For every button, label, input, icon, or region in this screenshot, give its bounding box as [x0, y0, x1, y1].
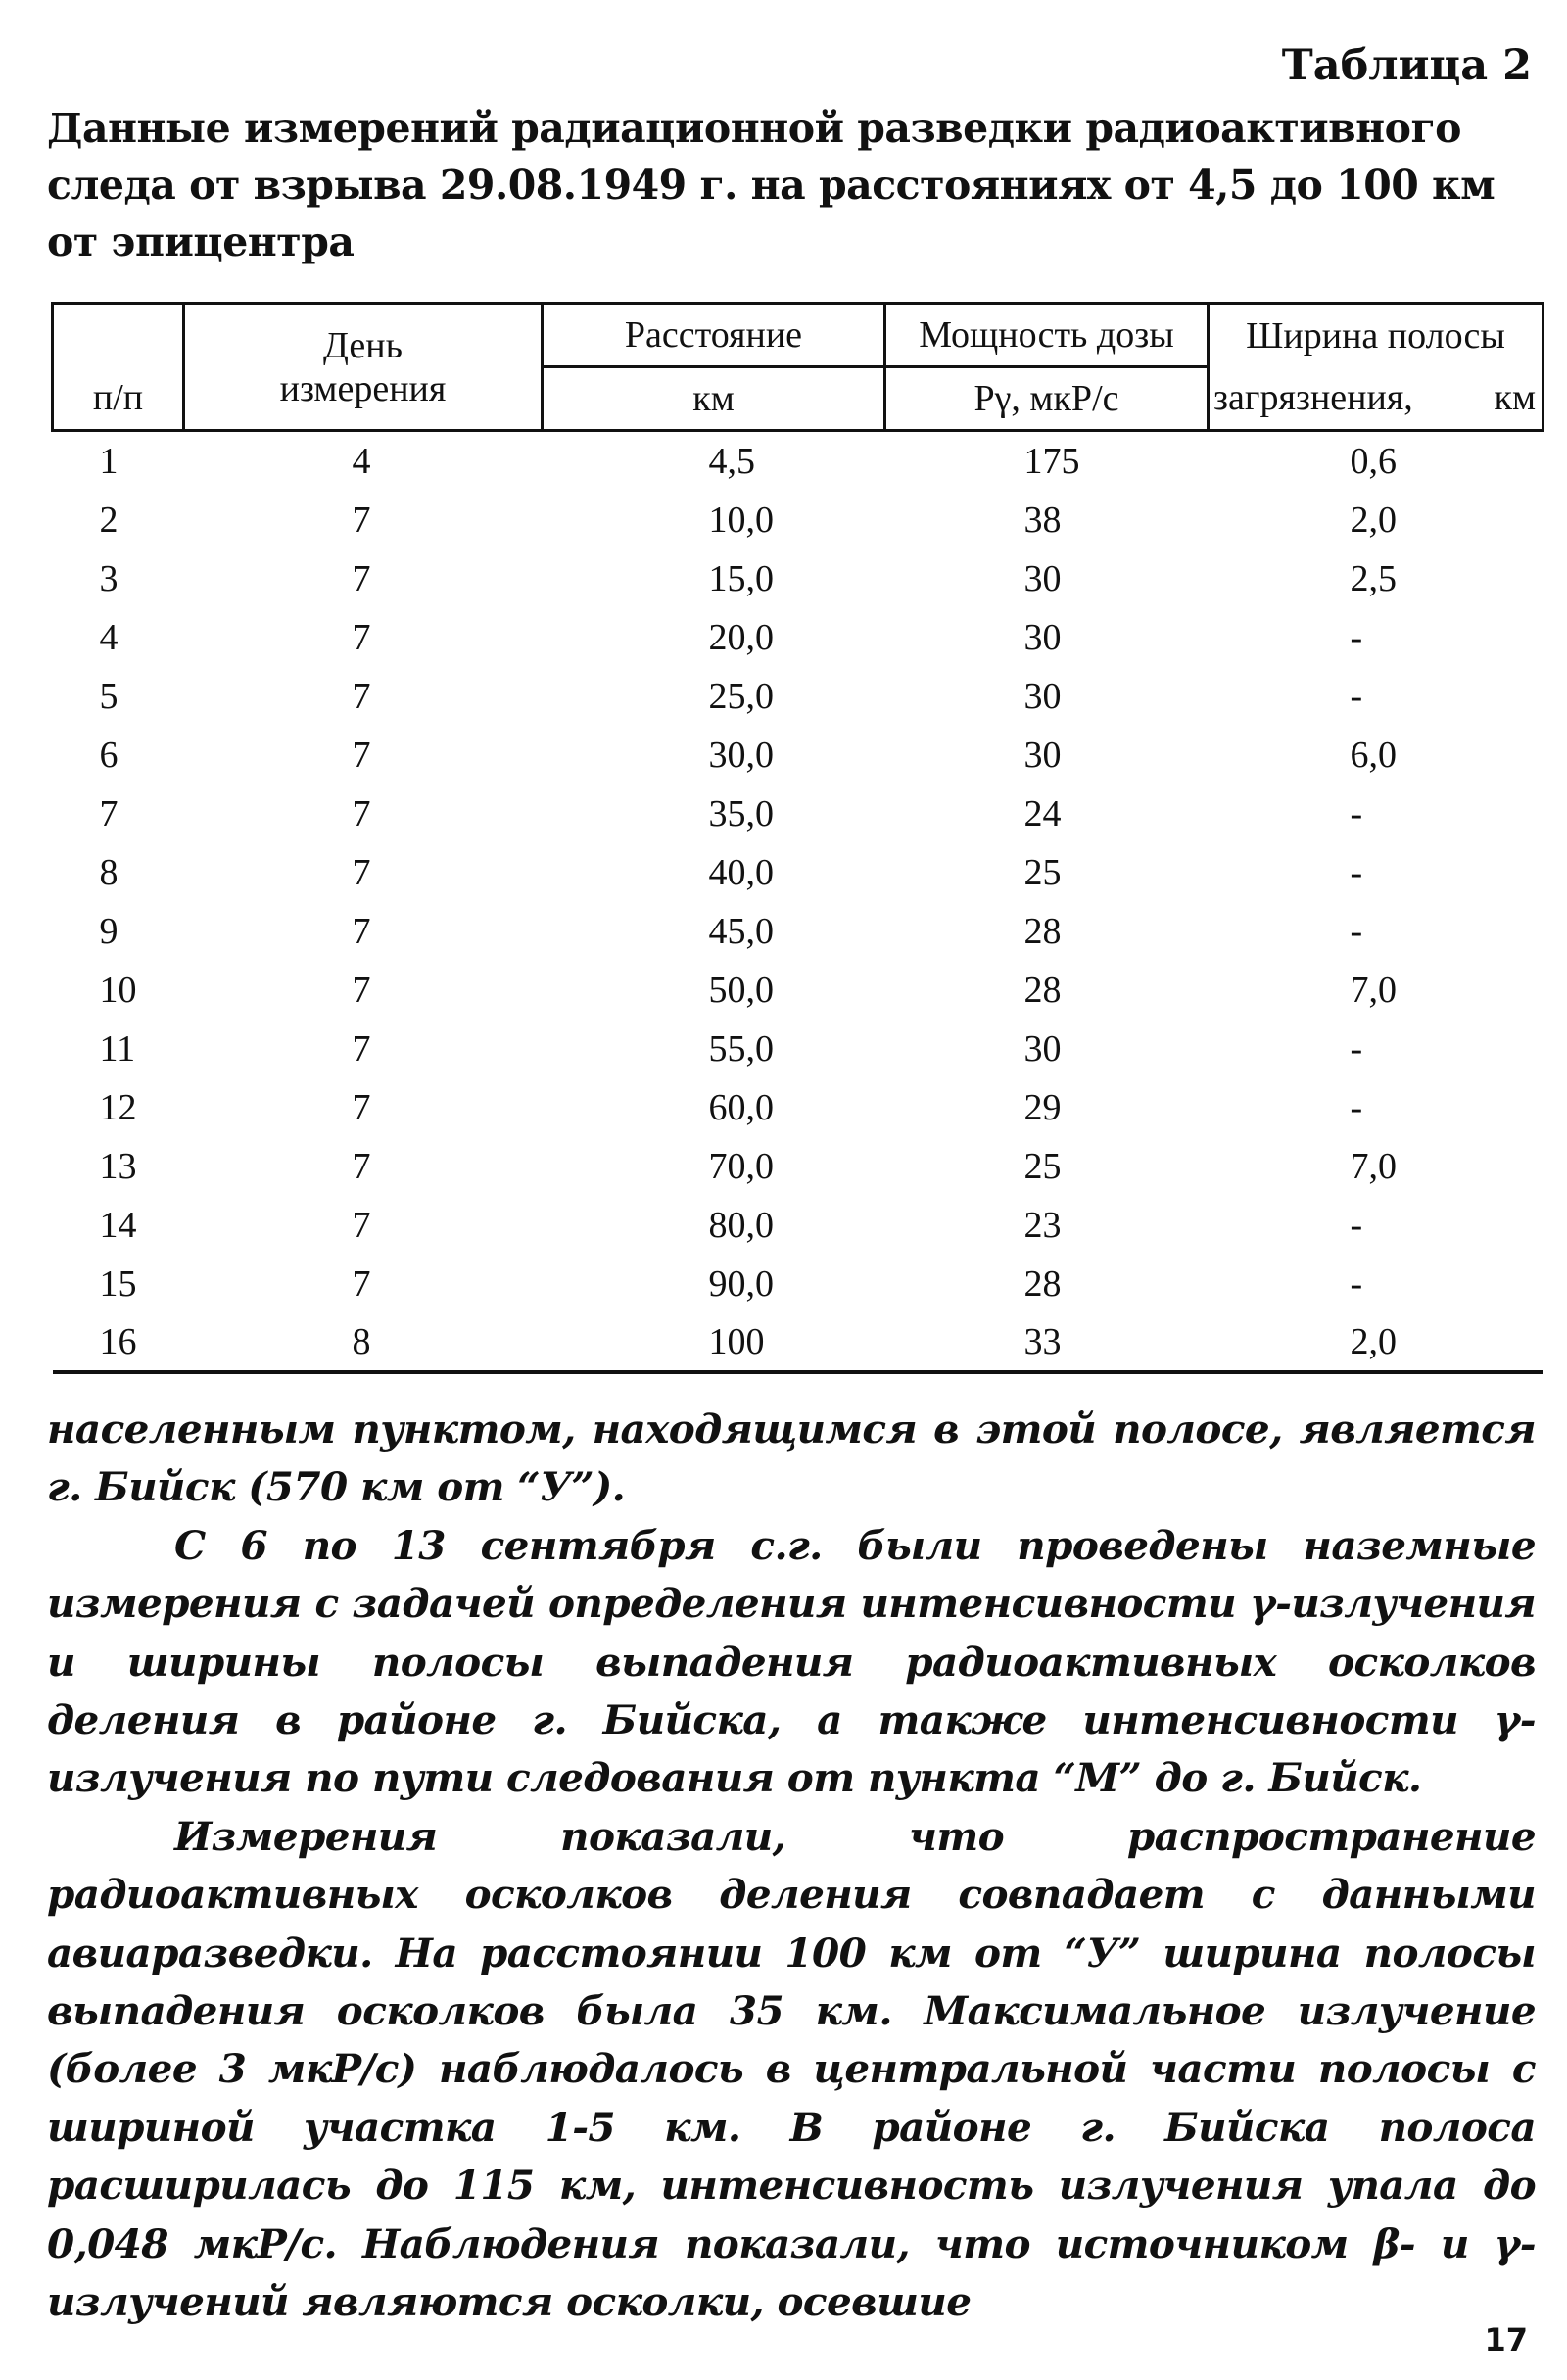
table-row [53, 549, 1543, 608]
table-row [53, 431, 1543, 492]
cell-dose-rate: 28 [1023, 1263, 1062, 1305]
cell-distance: 15,0 [708, 558, 774, 599]
cell-day: 7 [352, 1146, 371, 1187]
cell-num: 10 [99, 970, 137, 1011]
cell-band-width: 7,0 [1350, 970, 1397, 1011]
header-width: Ширина полосы [1209, 304, 1543, 367]
cell-num: 1 [99, 441, 119, 482]
cell-num: 6 [99, 735, 119, 776]
cell-band-width: 7,0 [1350, 1146, 1397, 1187]
cell-day: 7 [352, 617, 371, 658]
cell-day: 7 [352, 970, 371, 1011]
table-row [53, 1313, 1543, 1372]
cell-day: 8 [184, 1313, 543, 1372]
cell-distance: 40,0 [708, 852, 774, 893]
cell-num: 13 [99, 1146, 137, 1187]
cell-num: 2 [99, 500, 119, 541]
cell-band-width: 2,0 [1209, 1313, 1543, 1372]
cell-distance: 100 [543, 1313, 885, 1372]
header-dose-unit: Pγ, мкР/с [885, 367, 1209, 431]
measurements-table [51, 302, 1544, 1374]
table-row [53, 902, 1543, 961]
table-row [53, 491, 1543, 549]
body-text [47, 1401, 1536, 2332]
cell-distance: 30,0 [708, 735, 774, 776]
paragraph: Измерения показали, что распространение радиоактивных осколков деления совпадает с данными авиаразведки. На расстоянии 100 км от “У” ширина полосы выпадения осколков была 35 км. Максимальное излучение (более 3 мкР/с) наблюдалось в центральной части полосы с шириной участка 1-5 км. В районе г. Бийска полоса расширилась до 115 км, интенсивность излучения упала до 0,048 мкР/с. Наблюдения показали, что источником β- и γ-излучений являются осколки, осевшие [47, 1812, 1536, 2326]
cell-num: 3 [99, 558, 119, 599]
cell-band-width: - [1350, 793, 1363, 834]
table-caption: Данные измерений радиационной разведки радиоактивного следа от взрыва 29.08.1949 г. на расстояниях от 4,5 до 100 км от эпицентра [47, 105, 1496, 265]
cell-band-width: 2,0 [1350, 500, 1397, 541]
cell-dose-rate: 30 [1023, 1028, 1062, 1070]
cell-day: 7 [352, 1087, 371, 1128]
cell-dose-rate: 24 [1023, 793, 1062, 834]
cell-band-width: 2,5 [1350, 558, 1397, 599]
table-row [53, 1196, 1543, 1255]
cell-day: 7 [352, 1028, 371, 1070]
cell-day: 7 [352, 676, 371, 717]
header-distance-unit: км [543, 367, 885, 431]
cell-band-width: - [1350, 1087, 1363, 1128]
table-row [53, 961, 1543, 1020]
cell-day: 7 [352, 735, 371, 776]
header-day: День [184, 304, 543, 367]
cell-distance: 35,0 [708, 793, 774, 834]
cell-band-width: - [1350, 1028, 1363, 1070]
cell-num: 9 [99, 911, 119, 952]
cell-band-width: - [1350, 911, 1363, 952]
cell-distance: 20,0 [708, 617, 774, 658]
table-row [53, 1137, 1543, 1196]
cell-distance: 90,0 [708, 1263, 774, 1305]
cell-day: 7 [352, 1205, 371, 1246]
cell-day: 7 [352, 793, 371, 834]
cell-distance: 55,0 [708, 1028, 774, 1070]
table-row [53, 726, 1543, 785]
cell-dose-rate: 30 [1023, 558, 1062, 599]
cell-num: 12 [99, 1087, 137, 1128]
cell-distance: 25,0 [708, 676, 774, 717]
cell-dose-rate: 30 [1023, 735, 1062, 776]
cell-dose-rate: 25 [1023, 1146, 1062, 1187]
cell-day: 4 [352, 441, 371, 482]
table-row [53, 843, 1543, 902]
cell-num: 14 [99, 1205, 137, 1246]
cell-dose-rate: 28 [1023, 911, 1062, 952]
table-row [53, 785, 1543, 843]
cell-dose-rate: 33 [885, 1313, 1209, 1372]
cell-num: 16 [53, 1313, 184, 1372]
table-row [53, 1020, 1543, 1078]
cell-num: 4 [99, 617, 119, 658]
header-dose: Мощность дозы [885, 304, 1209, 367]
cell-dose-rate: 30 [1023, 676, 1062, 717]
table-row [53, 1078, 1543, 1137]
cell-dose-rate: 28 [1023, 970, 1062, 1011]
cell-dose-rate: 30 [1023, 617, 1062, 658]
cell-day: 7 [352, 852, 371, 893]
cell-distance: 80,0 [708, 1205, 774, 1246]
header-width-line2 [1209, 367, 1543, 431]
cell-day: 7 [352, 558, 371, 599]
cell-day: 7 [352, 1263, 371, 1305]
cell-distance: 70,0 [708, 1146, 774, 1187]
header-num-top [53, 304, 184, 367]
cell-dose-rate: 23 [1023, 1205, 1062, 1246]
cell-band-width: - [1350, 852, 1363, 893]
cell-num: 5 [99, 676, 119, 717]
table-label: Таблица 2 [1281, 41, 1532, 90]
page-number: 17 [1484, 2321, 1528, 2358]
cell-day: 7 [352, 911, 371, 952]
cell-dose-rate: 25 [1023, 852, 1062, 893]
cell-band-width: - [1350, 676, 1363, 717]
cell-distance: 50,0 [708, 970, 774, 1011]
cell-dose-rate: 38 [1023, 500, 1062, 541]
header-width-unit: км [1494, 377, 1536, 419]
table-row [53, 608, 1543, 667]
cell-num: 8 [99, 852, 119, 893]
cell-band-width: 0,6 [1350, 441, 1397, 482]
cell-band-width: - [1350, 1205, 1363, 1246]
header-distance: Расстояние [543, 304, 885, 367]
cell-distance: 10,0 [708, 500, 774, 541]
cell-distance: 60,0 [708, 1087, 774, 1128]
cell-day: 7 [352, 500, 371, 541]
cell-dose-rate: 29 [1023, 1087, 1062, 1128]
table-row [53, 1255, 1543, 1313]
cell-distance: 45,0 [708, 911, 774, 952]
cell-num: 15 [99, 1263, 137, 1305]
cell-distance: 4,5 [708, 441, 755, 482]
cell-dose-rate: 175 [1023, 441, 1080, 482]
paragraph: населенным пунктом, находящимся в этой полосе, является г. Бийск (570 км от “У”). [47, 1405, 1536, 1511]
cell-num: 7 [99, 793, 119, 834]
cell-band-width: 6,0 [1350, 735, 1397, 776]
cell-band-width: - [1350, 617, 1363, 658]
header-day-line2: измерения [184, 367, 543, 431]
cell-band-width: - [1350, 1263, 1363, 1305]
paragraph: С 6 по 13 сентября с.г. были проведены наземные измерения с задачей определения интенсивности γ-излучения и ширины полосы выпадения радиоактивных осколков деления в районе г. Бийска, а также интенсивности γ-излучения по пути следования от пункта “М” до г. Бийск. [47, 1521, 1536, 1802]
cell-num: 11 [99, 1028, 136, 1070]
header-width-label: загрязнения, [1213, 377, 1413, 419]
table-row [53, 667, 1543, 726]
header-num: п/п [53, 367, 184, 431]
table-body [53, 431, 1543, 1373]
